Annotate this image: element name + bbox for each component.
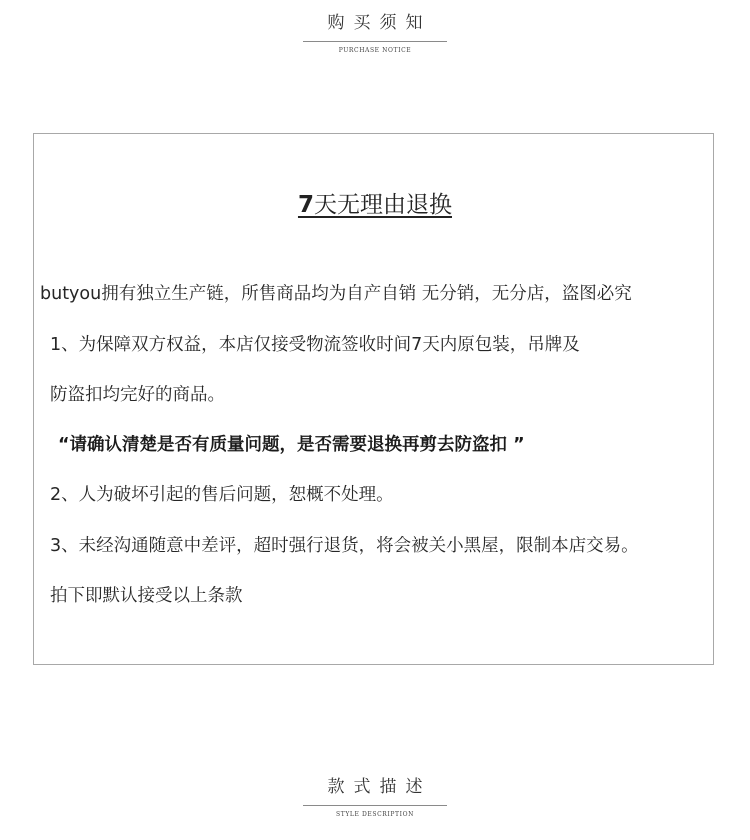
- section-title: 购买须知: [327, 13, 432, 33]
- section-title: 款式描述: [327, 777, 432, 797]
- notice-title-number: 7: [297, 192, 314, 218]
- style-description-header: [0, 776, 750, 819]
- section-subtitle: STYLE DESCRIPTION: [336, 811, 414, 818]
- notice-title-text: 天无理由退换: [314, 192, 452, 218]
- notice-item-3: 3、未经沟通随意中差评，超时强行退货，将会被关小黑屋，限制本店交易。: [50, 536, 639, 556]
- notice-emphasis: “请确认清楚是否有质量问题，是否需要退换再剪去防盗扣 ”: [58, 435, 525, 455]
- notice-item-2: 2、人为破坏引起的售后问题，恕概不处理。: [50, 485, 394, 505]
- notice-item-1-line-1: 1、为保障双方权益，本店仅接受物流签收时间7天内原包装，吊牌及: [50, 335, 580, 355]
- notice-closing: 拍下即默认接受以上条款: [50, 586, 243, 606]
- purchase-notice-header: [0, 12, 750, 55]
- section-divider: [303, 805, 447, 806]
- notice-intro: butyou拥有独立生产链，所售商品均为自产自销 无分销，无分店，盗图必究: [40, 284, 632, 304]
- notice-title: [0, 190, 750, 220]
- notice-item-1-line-2: 防盗扣均完好的商品。: [50, 385, 225, 405]
- section-subtitle: PURCHASE NOTICE: [338, 47, 412, 54]
- section-divider: [303, 41, 447, 42]
